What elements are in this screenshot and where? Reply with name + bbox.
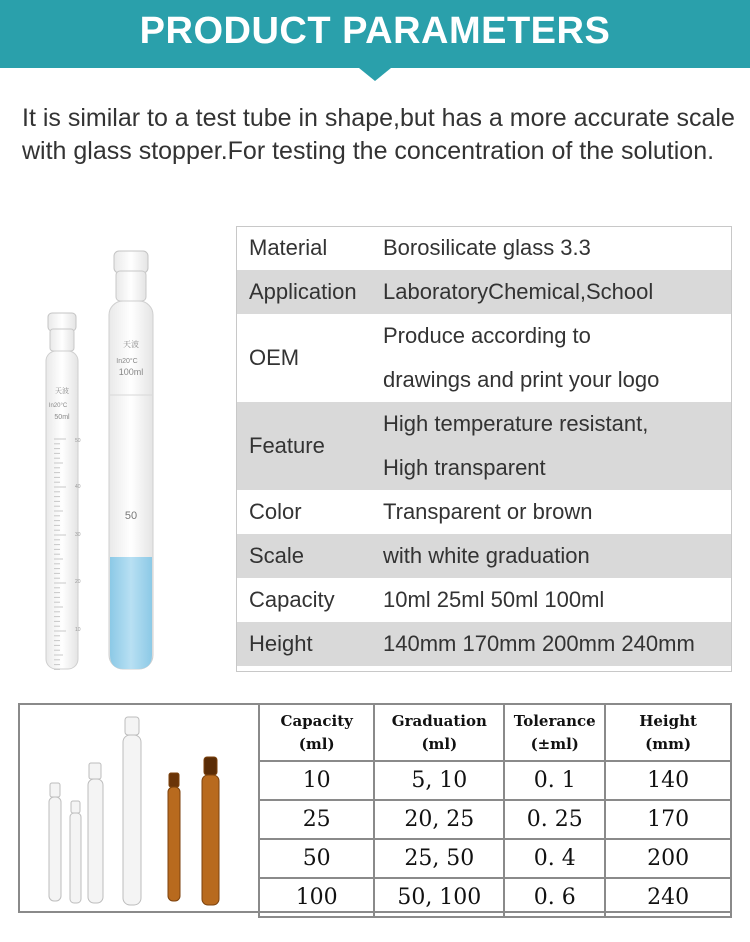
dims-cell: 200 bbox=[605, 839, 731, 878]
spec-value-line: 10ml 25ml 50ml 100ml bbox=[383, 587, 605, 612]
dims-cell: 240 bbox=[605, 878, 731, 917]
dims-cell: 50, 100 bbox=[374, 878, 504, 917]
spec-value-line: with white graduation bbox=[383, 543, 590, 568]
small-tube-mark-30: 30 bbox=[75, 532, 81, 538]
dims-cell: 25 bbox=[259, 800, 374, 839]
small-tube bbox=[46, 313, 81, 669]
dims-header-line: (±ml) bbox=[530, 734, 579, 753]
dims-header bbox=[259, 704, 374, 761]
small-tube-brand: 天波 bbox=[55, 388, 69, 395]
dims-cell: 25, 50 bbox=[374, 839, 504, 878]
spec-key: Feature bbox=[236, 402, 370, 490]
dims-cell: 0. 25 bbox=[504, 800, 605, 839]
small-tube-mark-50: 50 bbox=[75, 438, 81, 444]
spec-value-line: drawings and print your logo bbox=[383, 367, 660, 392]
dims-cell: 0. 4 bbox=[504, 839, 605, 878]
dims-header-line: Graduation bbox=[391, 711, 487, 730]
tubes-photo bbox=[20, 705, 258, 911]
small-tube-mark-20: 20 bbox=[75, 579, 81, 585]
dims-header-line: (mm) bbox=[645, 734, 692, 753]
spec-key: Height bbox=[236, 622, 370, 666]
dims-header bbox=[605, 704, 731, 761]
dims-cell: 10 bbox=[259, 761, 374, 800]
spec-key: Scale bbox=[236, 534, 370, 578]
dims-cell: 170 bbox=[605, 800, 731, 839]
table-row bbox=[259, 839, 731, 878]
spec-value-line: High transparent bbox=[383, 455, 546, 480]
large-tube-brand: 天波 bbox=[123, 340, 139, 349]
spec-table-border bbox=[236, 226, 732, 672]
dims-cell: 20, 25 bbox=[374, 800, 504, 839]
large-tube-temp: In20°C bbox=[116, 358, 138, 365]
page-title: PRODUCT PARAMETERS bbox=[139, 10, 611, 52]
spec-key: Application bbox=[236, 270, 370, 314]
dims-header-line: (ml) bbox=[298, 734, 335, 753]
small-tube-mark-40: 40 bbox=[75, 484, 81, 490]
small-tube-temp: In20°C bbox=[48, 403, 68, 409]
dims-header-line: Height bbox=[639, 711, 697, 730]
dims-cell: 50 bbox=[259, 839, 374, 878]
large-tube-mark: 50 bbox=[124, 510, 138, 522]
header-banner bbox=[0, 0, 750, 68]
banner-pointer bbox=[359, 68, 391, 81]
spec-key: Color bbox=[236, 490, 370, 534]
intro-text: It is similar to a test tube in shape,but has a more accurate scale with glass stopper.For testing the concentration of the solution. bbox=[22, 104, 735, 165]
spec-value-line: Transparent or brown bbox=[383, 499, 593, 524]
table-row bbox=[259, 761, 731, 800]
dimensions-table bbox=[258, 703, 732, 918]
tubes-illustration bbox=[30, 245, 210, 675]
table-row bbox=[259, 878, 731, 917]
dims-header bbox=[374, 704, 504, 761]
spec-value-line: Produce according to bbox=[383, 323, 591, 348]
large-tube bbox=[109, 251, 153, 669]
spec-key: Material bbox=[236, 226, 370, 270]
large-tube-capacity: 100ml bbox=[118, 367, 144, 377]
spec-value-line: High temperature resistant, bbox=[383, 411, 649, 436]
dims-cell: 0. 6 bbox=[504, 878, 605, 917]
dims-cell: 0. 1 bbox=[504, 761, 605, 800]
table-row bbox=[259, 800, 731, 839]
spec-value-line: LaboratoryChemical,School bbox=[383, 279, 654, 304]
dims-header-line: (ml) bbox=[421, 734, 458, 753]
dims-header-line: Capacity bbox=[280, 711, 353, 730]
small-tube-mark-10: 10 bbox=[75, 627, 81, 633]
spec-key: Capacity bbox=[236, 578, 370, 622]
dims-header bbox=[504, 704, 605, 761]
spec-value-line: 140mm 170mm 200mm 240mm bbox=[383, 631, 695, 656]
small-tube-capacity: 50ml bbox=[54, 414, 70, 421]
dims-header-line: Tolerance bbox=[513, 711, 596, 730]
dims-cell: 100 bbox=[259, 878, 374, 917]
spec-key: OEM bbox=[236, 314, 370, 402]
dims-cell: 140 bbox=[605, 761, 731, 800]
dims-cell: 5, 10 bbox=[374, 761, 504, 800]
spec-value-line: Borosilicate glass 3.3 bbox=[383, 235, 591, 260]
